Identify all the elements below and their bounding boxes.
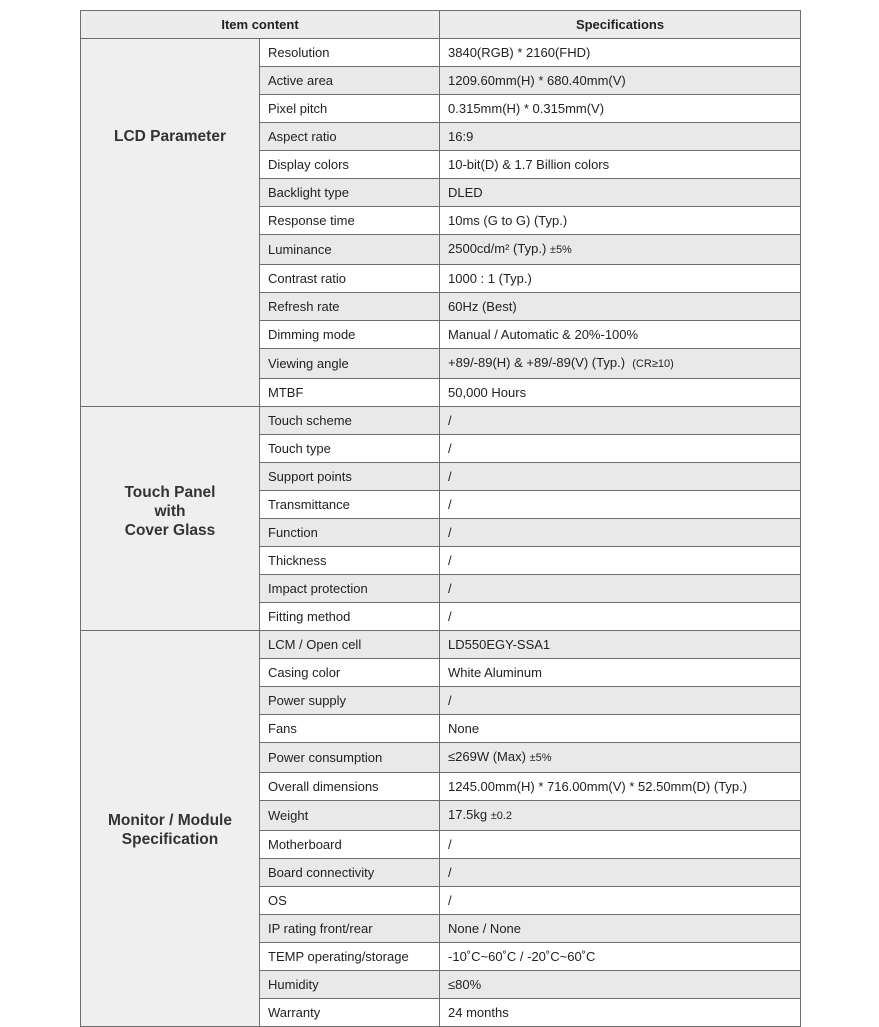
spec-value-cell xyxy=(440,379,801,407)
group-monitor-module-cell xyxy=(81,631,260,1027)
spec-value-cell xyxy=(440,575,801,603)
item-name-cell: Touch type xyxy=(260,435,440,463)
spec-value-cell xyxy=(440,321,801,349)
item-name-cell: Impact protection xyxy=(260,575,440,603)
spec-value-cell xyxy=(440,603,801,631)
spec-value-cell xyxy=(440,659,801,687)
spec-value-cell xyxy=(440,95,801,123)
group-lcd-parameter-label xyxy=(85,127,255,146)
item-name-cell: Warranty xyxy=(260,999,440,1027)
group-lcd-parameter-cell xyxy=(81,39,260,407)
header-item-content: Item content xyxy=(81,11,440,39)
spec-value: 1000 : 1 (Typ.) xyxy=(448,271,532,286)
item-name-cell: Pixel pitch xyxy=(260,95,440,123)
table-row xyxy=(81,407,801,435)
spec-value: / xyxy=(448,581,452,596)
group-label-line: Touch Panel xyxy=(124,484,216,501)
item-name-cell: Casing color xyxy=(260,659,440,687)
spec-value-cell xyxy=(440,293,801,321)
spec-value: 10-bit(D) & 1.7 Billion colors xyxy=(448,157,610,172)
header-specifications: Specifications xyxy=(440,11,801,39)
spec-value: 17.5kg xyxy=(448,807,488,822)
item-name-cell: TEMP operating/storage xyxy=(260,943,440,971)
spec-value: 60Hz (Best) xyxy=(448,299,517,314)
spec-note: (CR≥10) xyxy=(632,358,674,370)
group-touch-panel-label xyxy=(85,483,255,540)
spec-value-cell xyxy=(440,915,801,943)
spec-value-cell xyxy=(440,547,801,575)
group-label-line: Specification xyxy=(121,830,219,848)
group-monitor-module-label xyxy=(85,811,255,849)
spec-note: ±5% xyxy=(549,244,572,256)
spec-value-cell xyxy=(440,519,801,547)
spec-value-cell xyxy=(440,801,801,831)
group-label-line: Monitor / Module xyxy=(108,811,232,829)
spec-value: / xyxy=(448,553,452,568)
group-label-line: with xyxy=(154,503,186,520)
spec-value: / xyxy=(448,693,452,708)
spec-value: LD550EGY-SSA1 xyxy=(448,637,551,652)
spec-value: Manual / Automatic & 20%-100% xyxy=(448,327,639,342)
item-name-cell: IP rating front/rear xyxy=(260,915,440,943)
spec-value-cell xyxy=(440,207,801,235)
spec-value: / xyxy=(448,865,452,880)
group-label-text: LCD Parameter xyxy=(114,128,226,145)
spec-value-cell xyxy=(440,887,801,915)
spec-value: / xyxy=(448,441,452,456)
spec-value: / xyxy=(448,497,452,512)
table-row xyxy=(81,631,801,659)
spec-value-cell xyxy=(440,349,801,379)
spec-value: / xyxy=(448,609,452,624)
spec-value-cell xyxy=(440,773,801,801)
spec-value-cell xyxy=(440,831,801,859)
item-name-cell: Fitting method xyxy=(260,603,440,631)
spec-value: 1209.60mm(H) * 680.40mm(V) xyxy=(448,73,626,88)
item-name-cell: Contrast ratio xyxy=(260,265,440,293)
item-name-cell: Power consumption xyxy=(260,743,440,773)
item-name-cell: Active area xyxy=(260,67,440,95)
item-name-cell: LCM / Open cell xyxy=(260,631,440,659)
spec-value-cell xyxy=(440,631,801,659)
spec-value: / xyxy=(448,893,452,908)
item-name-cell: Motherboard xyxy=(260,831,440,859)
item-name-cell: Refresh rate xyxy=(260,293,440,321)
item-name-cell: Luminance xyxy=(260,235,440,265)
item-name-cell: Viewing angle xyxy=(260,349,440,379)
spec-value: 1245.00mm(H) * 716.00mm(V) * 52.50mm(D) (Typ.) xyxy=(448,779,748,794)
spec-value: 50,000 Hours xyxy=(448,385,527,400)
spec-value: White Aluminum xyxy=(448,665,542,680)
item-name-cell: Response time xyxy=(260,207,440,235)
spec-value-cell xyxy=(440,123,801,151)
spec-value-cell xyxy=(440,151,801,179)
item-name-cell: OS xyxy=(260,887,440,915)
spec-value-cell xyxy=(440,859,801,887)
item-name-cell: Dimming mode xyxy=(260,321,440,349)
spec-value-cell xyxy=(440,39,801,67)
spec-value-cell xyxy=(440,463,801,491)
spec-value: -10˚C~60˚C / -20˚C~60˚C xyxy=(448,949,596,964)
spec-value-cell xyxy=(440,491,801,519)
item-name-cell: Transmittance xyxy=(260,491,440,519)
spec-value: 24 months xyxy=(448,1005,509,1020)
spec-note: ±5% xyxy=(529,752,552,764)
table-header-row xyxy=(81,11,801,39)
item-name-cell: Aspect ratio xyxy=(260,123,440,151)
spec-value-cell xyxy=(440,179,801,207)
spec-note: ±0.2 xyxy=(490,810,513,822)
item-name-cell: Humidity xyxy=(260,971,440,999)
spec-value-cell xyxy=(440,265,801,293)
item-name-cell: Touch scheme xyxy=(260,407,440,435)
item-name-cell: Thickness xyxy=(260,547,440,575)
spec-value-cell xyxy=(440,715,801,743)
spec-value: None xyxy=(448,721,480,736)
item-name-cell: Overall dimensions xyxy=(260,773,440,801)
item-name-cell: MTBF xyxy=(260,379,440,407)
spec-value: None / None xyxy=(448,921,522,936)
group-label-line: Cover Glass xyxy=(124,522,216,539)
spec-value-cell xyxy=(440,687,801,715)
spec-value: / xyxy=(448,413,452,428)
spec-value-cell xyxy=(440,235,801,265)
spec-value: 10ms (G to G) (Typ.) xyxy=(448,213,568,228)
spec-value: DLED xyxy=(448,185,483,200)
spec-value-cell xyxy=(440,407,801,435)
spec-value-cell xyxy=(440,435,801,463)
item-name-cell: Display colors xyxy=(260,151,440,179)
spec-value-cell xyxy=(440,743,801,773)
spec-value-cell xyxy=(440,943,801,971)
spec-value-cell xyxy=(440,999,801,1027)
spec-value: / xyxy=(448,837,452,852)
item-name-cell: Weight xyxy=(260,801,440,831)
spec-value: 0.315mm(H) * 0.315mm(V) xyxy=(448,101,605,116)
table-body xyxy=(81,39,801,1027)
table-row xyxy=(81,39,801,67)
item-name-cell: Resolution xyxy=(260,39,440,67)
spec-value: 16:9 xyxy=(448,129,474,144)
spec-value: 3840(RGB) * 2160(FHD) xyxy=(448,45,591,60)
item-name-cell: Board connectivity xyxy=(260,859,440,887)
spec-value: 2500cd/m² (Typ.) xyxy=(448,241,547,256)
group-touch-panel-cell xyxy=(81,407,260,631)
spec-value-cell xyxy=(440,971,801,999)
specification-table xyxy=(80,10,801,1027)
spec-value: ≤269W (Max) xyxy=(448,749,526,764)
item-name-cell: Fans xyxy=(260,715,440,743)
spec-value: ≤80% xyxy=(448,977,482,992)
spec-value: +89/-89(H) & +89/-89(V) (Typ.) xyxy=(448,355,626,370)
spec-value: / xyxy=(448,525,452,540)
spec-value: / xyxy=(448,469,452,484)
item-name-cell: Support points xyxy=(260,463,440,491)
item-name-cell: Backlight type xyxy=(260,179,440,207)
item-name-cell: Function xyxy=(260,519,440,547)
spec-value-cell xyxy=(440,67,801,95)
item-name-cell: Power supply xyxy=(260,687,440,715)
